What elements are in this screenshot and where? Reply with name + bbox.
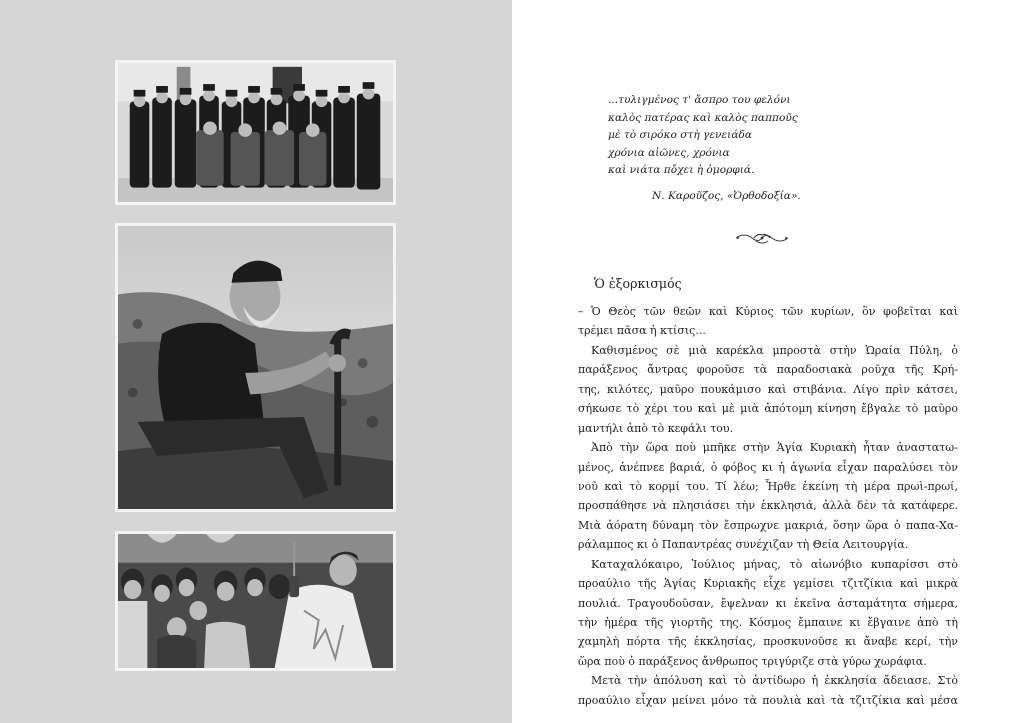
body-line: πουλιά. Τραγουδοῦσαν, ἔψελναν κι ἐκεῖνα ἀσταμάτητα σήμερα, — [578, 596, 958, 610]
body-line: Καθισμένος σὲ μιὰ καρέκλα μπροστὰ στὴν Ὡραία Πύλη, ὁ — [591, 343, 958, 357]
photo-priests-group — [115, 60, 396, 205]
body-line: ράλαμπος κι ὁ Παπαντρέας συνέχιζαν τὴ Θεία Λειτουργία. — [578, 538, 909, 552]
body-line: σήκωσε τὸ χέρι του καὶ μὲ μιὰ ἀπότομη κίνηση ἔβγαλε τὸ μαῦρο — [578, 402, 958, 416]
body-line: Καταχαλόκαιρο, Ἰούλιος μήνας, τὸ αἰωνόβιο κυπαρίσσι στὸ — [591, 557, 958, 571]
poem-line: ...τυλιγμένος τ' ἄσπρο του φελόνι — [608, 94, 791, 106]
poem-line: χρόνια αἰῶνες, χρόνια — [608, 146, 730, 159]
photo-old-man-with-cane — [115, 223, 396, 512]
section-title: Ὁ ἐξορκισμός — [594, 276, 682, 291]
body-line: της, κιλότες, μαῦρο πουκάμισο καὶ στιβάνια. Λίγο πρὶν κάτσει, — [578, 382, 958, 396]
body-line: χαμηλὴ πόρτα τῆς ἐκκλησίας, προσκυνοῦσε κι ἄναβε κερί, τὴν — [578, 635, 958, 649]
fleuron-ornament-icon — [734, 229, 790, 247]
body-line: παράξενος ἄντρας φοροῦσε τὰ παραδοσιακὰ ροῦχα τῆς Κρή- — [578, 363, 958, 377]
photo-priest-censer-crowd — [115, 531, 396, 671]
poem-line: καὶ νιάτα πὄχει ἡ ὀμορφιά. — [608, 164, 755, 177]
body-line: Ἀπὸ τὴν ὥρα ποὺ μπῆκε στὴν Ἁγία Κυριακὴ ἦταν ἀναστατω- — [591, 441, 958, 455]
body-line: νοῦ καὶ τὸ κορμί του. Τί λέω; Ἦρθε ἐκείνη τὴ μέρα πρωὶ-πρωί, — [578, 479, 958, 493]
body-line: προαύλιο τῆς Ἁγίας Κυριακῆς εἶχε γεμίσει τζιτζίκια καὶ μικρὰ — [578, 577, 958, 591]
body-line: προαύλιο εἶχαν μείνει μόνο τὰ πουλιὰ καὶ τὰ τζιτζίκια καὶ μέσα — [578, 693, 958, 707]
body-line: μένος, ἀνέπνεε βαριά, ὁ φόβος κι ἡ ἀγωνία εἶχαν παραλύσει τὸν — [578, 460, 958, 474]
poem-line: μὲ τὸ σιρόκο στὴ γενειάδα — [608, 129, 753, 142]
body-line: Μιὰ ἀόρατη δύναμη τὸν ἔσπρωχνε μακριά, ὅσην ὥρα ὁ παπα-Χα- — [578, 518, 958, 532]
body-line: – Ὁ Θεὸς τῶν θεῶν καὶ Κύριος τῶν κυρίων, ὃν φοβεῖται καὶ — [578, 305, 958, 318]
body-line: ὥρα ποὺ ὁ παράξενος ἄνθρωπος τριγύριζε στὰ γύρω χωράφια. — [578, 654, 927, 668]
body-line: τρέμει πᾶσα ἡ κτίσις... — [578, 324, 706, 338]
poem-line: καλὸς πατέρας καὶ καλὸς παπποῦς — [608, 111, 798, 124]
body-text — [578, 302, 958, 710]
body-line: προσπάθησε νὰ πλησιάσει τὴν ἐκκλησιά, ἀλλὰ δὲν τὰ κατάφερε. — [578, 499, 958, 513]
body-line: μαντήλι ἀπὸ τὸ κεφάλι του. — [578, 421, 734, 435]
poem-attribution: Ν. Καροῦζος, «Ὀρθοδοξία». — [652, 190, 801, 202]
body-line: Μετὰ τὴν ἀπόλυση καὶ τὸ ἀντίδωρο ἡ ἐκκλησία ἄδειασε. Στὸ — [591, 674, 958, 688]
body-line: τὴν ἡμέρα τῆς γιορτῆς της. Κόσμος ἔμπαινε κι ἔβγαινε ἀπὸ τὴ — [578, 616, 958, 629]
epigraph-poem — [608, 92, 908, 180]
